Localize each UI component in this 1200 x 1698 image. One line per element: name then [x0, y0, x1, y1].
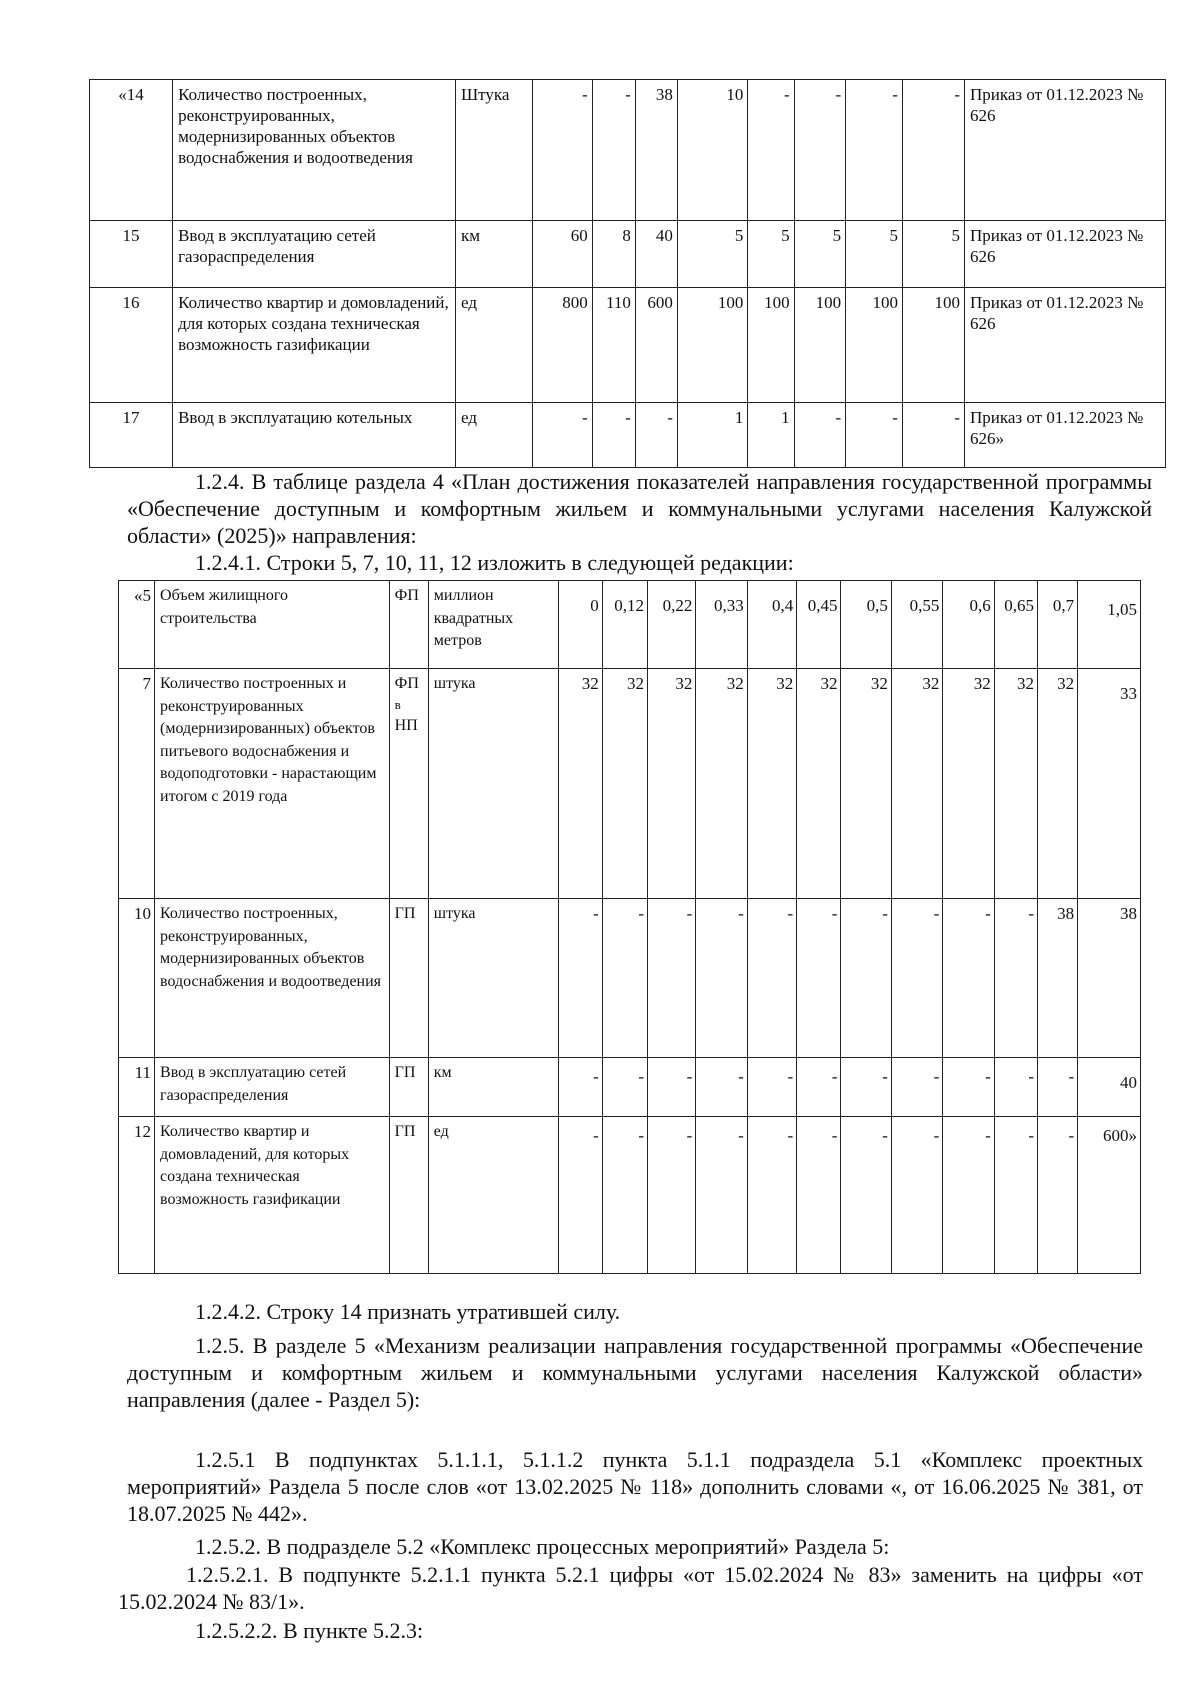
- indicator-name: Ввод в эксплуатацию сетей газораспределения: [155, 1058, 390, 1117]
- indicator-name: Ввод в эксплуатацию сетей газораспределения: [173, 221, 456, 288]
- indicator-name: Количество построенных, реконструированных, модернизированных объектов водоснабжения и водоотведения: [173, 80, 456, 221]
- value-cell: -: [559, 899, 602, 1058]
- indicator-name: Количество квартир и домовладений, для которых создана техническая возможность газификации: [155, 1117, 390, 1274]
- value-cell: -: [559, 1117, 602, 1274]
- row-number: 11: [119, 1058, 155, 1117]
- row-number: «5: [119, 581, 155, 669]
- indicator-name: Количество построенных, реконструированных, модернизированных объектов водоснабжения и водоотведения: [155, 899, 390, 1058]
- paragraph-1-2-5-2: 1.2.5.2. В подразделе 5.2 «Комплекс процессных мероприятий» Раздела 5:: [195, 1534, 890, 1559]
- value-cell: -: [696, 1117, 747, 1274]
- value-cell: -: [592, 403, 635, 468]
- value-cell: -: [891, 1117, 942, 1274]
- value-cell: 100: [677, 288, 747, 403]
- value-cell: 5: [794, 221, 846, 288]
- value-cell: 1,05: [1078, 581, 1141, 669]
- table-row: [90, 221, 1166, 288]
- value-cell: 60: [532, 221, 592, 288]
- value-cell: 0,4: [747, 581, 796, 669]
- value-cell: 32: [841, 669, 891, 899]
- value-cell: 5: [748, 221, 794, 288]
- reference-cell: Приказ от 01.12.2023 № 626: [965, 288, 1166, 403]
- paragraph-1-2-4-2: 1.2.4.2. Строку 14 признать утратившей силу.: [195, 1299, 621, 1324]
- value-cell: -: [647, 899, 695, 1058]
- value-cell: -: [794, 403, 846, 468]
- paragraph-1-2-4-1: 1.2.4.1. Строки 5, 7, 10, 11, 12 изложить в следующей редакции:: [195, 550, 794, 575]
- program-type: ФП: [389, 581, 428, 669]
- value-cell: -: [602, 899, 647, 1058]
- row-number: 15: [90, 221, 173, 288]
- value-cell: 0,55: [891, 581, 942, 669]
- value-cell: 100: [902, 288, 964, 403]
- value-cell: 32: [1037, 669, 1077, 899]
- program-type: ГП: [389, 1058, 428, 1117]
- value-cell: -: [943, 1117, 994, 1274]
- unit-cell: штука: [428, 899, 559, 1058]
- table-row: [119, 1058, 1141, 1117]
- value-cell: -: [747, 1117, 796, 1274]
- reference-cell: Приказ от 01.12.2023 № 626: [965, 80, 1166, 221]
- value-cell: 32: [891, 669, 942, 899]
- value-cell: -: [559, 1058, 602, 1117]
- value-cell: 0,33: [696, 581, 747, 669]
- value-cell: 100: [846, 288, 903, 403]
- value-cell: 33: [1078, 669, 1141, 899]
- value-cell: -: [1037, 1117, 1077, 1274]
- value-cell: 600: [635, 288, 677, 403]
- value-cell: -: [994, 899, 1037, 1058]
- value-cell: 800: [532, 288, 592, 403]
- table-row: [119, 899, 1141, 1058]
- value-cell: 8: [592, 221, 635, 288]
- program-type: ГП: [389, 899, 428, 1058]
- value-cell: 0,7: [1037, 581, 1077, 669]
- row-number: 16: [90, 288, 173, 403]
- unit-cell: ед: [456, 403, 533, 468]
- program-type-conjunction: в: [394, 697, 401, 712]
- value-cell: -: [841, 1058, 891, 1117]
- unit-cell: ед: [428, 1117, 559, 1274]
- value-cell: -: [846, 403, 903, 468]
- unit-cell: ед: [456, 288, 533, 403]
- value-cell: -: [747, 899, 796, 1058]
- value-cell: -: [532, 403, 592, 468]
- value-cell: -: [696, 1058, 747, 1117]
- value-cell: -: [943, 1058, 994, 1117]
- value-cell: 110: [592, 288, 635, 403]
- unit-cell: км: [428, 1058, 559, 1117]
- table-row: [90, 288, 1166, 403]
- value-cell: 600»: [1078, 1117, 1141, 1274]
- table-row: [90, 403, 1166, 468]
- table-row: [119, 669, 1141, 899]
- value-cell: 32: [559, 669, 602, 899]
- value-cell: -: [891, 1058, 942, 1117]
- indicator-name: Ввод в эксплуатацию котельных: [173, 403, 456, 468]
- value-cell: 0: [559, 581, 602, 669]
- value-cell: 38: [1037, 899, 1077, 1058]
- table-row: [119, 581, 1141, 669]
- indicator-name: Количество квартир и домовладений, для которых создана техническая возможность газификации: [173, 288, 456, 403]
- value-cell: 40: [635, 221, 677, 288]
- value-cell: -: [635, 403, 677, 468]
- paragraph-1-2-5-2-1: 1.2.5.2.1. В подпункте 5.2.1.1 пункта 5.2.1 цифры «от 15.02.2024 № 83» заменить на цифры «от 15.02.2024 № 83/1».: [118, 1562, 1143, 1614]
- value-cell: -: [902, 80, 964, 221]
- unit-cell: штука: [428, 669, 559, 899]
- value-cell: 5: [846, 221, 903, 288]
- value-cell: 0,22: [647, 581, 695, 669]
- table-row: [90, 80, 1166, 221]
- program-type: ГП: [389, 1117, 428, 1274]
- row-number: «14: [90, 80, 173, 221]
- value-cell: -: [943, 899, 994, 1058]
- value-cell: 0,6: [943, 581, 994, 669]
- paragraph-1-2-5: 1.2.5. В разделе 5 «Механизм реализации направления государственной программы «Обеспечение доступным и комфортным жильем и коммунальными услугами населения Калужской области» направления (далее - Раздел 5):: [127, 1333, 1143, 1412]
- value-cell: -: [647, 1058, 695, 1117]
- value-cell: 38: [635, 80, 677, 221]
- value-cell: -: [647, 1117, 695, 1274]
- value-cell: -: [696, 899, 747, 1058]
- value-cell: 32: [797, 669, 841, 899]
- value-cell: 32: [696, 669, 747, 899]
- unit-cell: Штука: [456, 80, 533, 221]
- indicators-table-top: [89, 79, 1166, 468]
- value-cell: -: [841, 899, 891, 1058]
- value-cell: 32: [647, 669, 695, 899]
- value-cell: 0,45: [797, 581, 841, 669]
- value-cell: -: [797, 899, 841, 1058]
- value-cell: 40: [1078, 1058, 1141, 1117]
- program-type-fp: ФП: [394, 675, 419, 692]
- value-cell: 0,5: [841, 581, 891, 669]
- value-cell: -: [1037, 1058, 1077, 1117]
- value-cell: -: [891, 899, 942, 1058]
- row-number: 10: [119, 899, 155, 1058]
- reference-cell: Приказ от 01.12.2023 № 626: [965, 221, 1166, 288]
- row-number: 7: [119, 669, 155, 899]
- value-cell: -: [797, 1117, 841, 1274]
- paragraph-1-2-4: 1.2.4. В таблице раздела 4 «План достижения показателей направления государственной программы «Обеспечение доступным и комфортным жильем и коммунальными услугами населения Калужской области» (2025)» направления:: [127, 469, 1152, 548]
- value-cell: -: [748, 80, 794, 221]
- reference-cell: Приказ от 01.12.2023 № 626»: [965, 403, 1166, 468]
- value-cell: 100: [748, 288, 794, 403]
- value-cell: 5: [677, 221, 747, 288]
- value-cell: 32: [994, 669, 1037, 899]
- row-number: 17: [90, 403, 173, 468]
- value-cell: -: [602, 1058, 647, 1117]
- value-cell: 5: [902, 221, 964, 288]
- value-cell: -: [794, 80, 846, 221]
- value-cell: -: [532, 80, 592, 221]
- program-type-np: НП: [394, 717, 418, 734]
- value-cell: 32: [943, 669, 994, 899]
- value-cell: 38: [1078, 899, 1141, 1058]
- value-cell: 0,12: [602, 581, 647, 669]
- value-cell: 32: [747, 669, 796, 899]
- indicators-table-bottom: [118, 580, 1141, 1274]
- value-cell: 1: [677, 403, 747, 468]
- value-cell: 100: [794, 288, 846, 403]
- value-cell: -: [846, 80, 903, 221]
- value-cell: -: [994, 1117, 1037, 1274]
- value-cell: -: [902, 403, 964, 468]
- value-cell: -: [592, 80, 635, 221]
- value-cell: 32: [602, 669, 647, 899]
- paragraph-1-2-5-1: 1.2.5.1 В подпунктах 5.1.1.1, 5.1.1.2 пункта 5.1.1 подраздела 5.1 «Комплекс проектных мероприятий» Раздела 5 после слов «от 13.02.2025 № 118» дополнить словами «, от 16.06.2025 № 381, от 18.07.2025 № 442».: [127, 1447, 1143, 1526]
- program-type: [389, 669, 428, 899]
- value-cell: 1: [748, 403, 794, 468]
- value-cell: -: [602, 1117, 647, 1274]
- table-row: [119, 1117, 1141, 1274]
- unit-cell: миллион квадратных метров: [428, 581, 559, 669]
- paragraph-1-2-5-2-2: 1.2.5.2.2. В пункте 5.2.3:: [195, 1618, 424, 1643]
- value-cell: -: [994, 1058, 1037, 1117]
- unit-cell: км: [456, 221, 533, 288]
- value-cell: 0,65: [994, 581, 1037, 669]
- value-cell: -: [841, 1117, 891, 1274]
- value-cell: -: [797, 1058, 841, 1117]
- value-cell: 10: [677, 80, 747, 221]
- indicator-name: Объем жилищного строительства: [155, 581, 390, 669]
- indicator-name: Количество построенных и реконструированных (модернизированных) объектов питьевого водоснабжения и водоподготовки - нарастающим итогом с 2019 года: [155, 669, 390, 899]
- row-number: 12: [119, 1117, 155, 1274]
- value-cell: -: [747, 1058, 796, 1117]
